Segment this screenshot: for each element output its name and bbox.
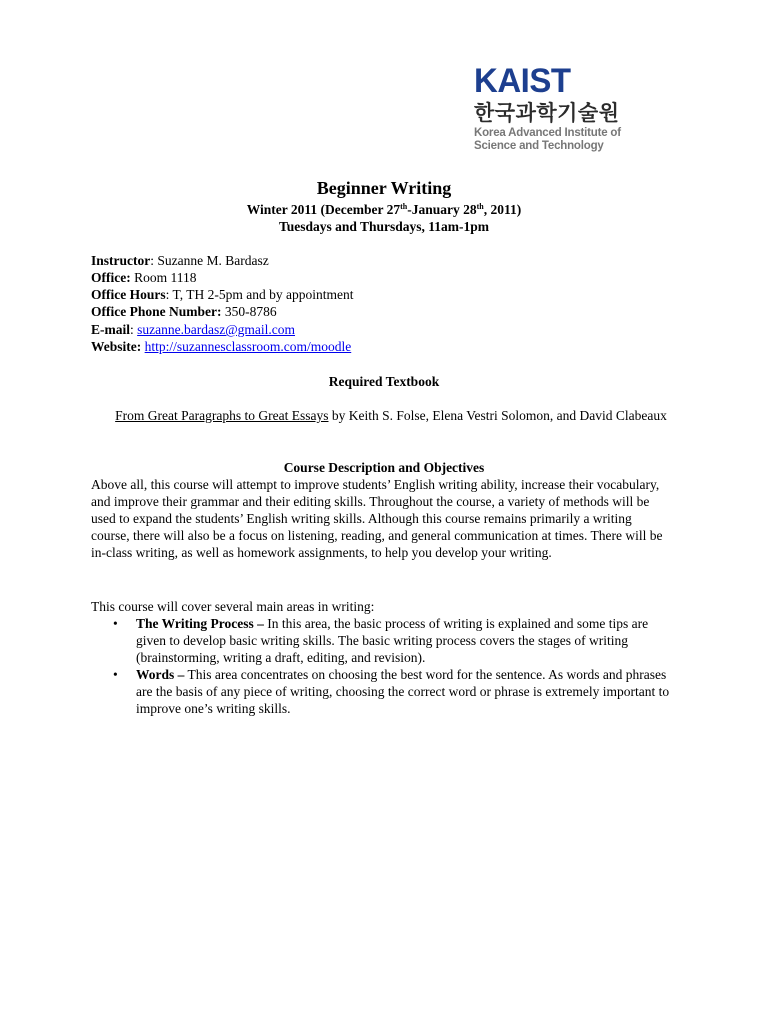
area-term: The Writing Process –	[136, 616, 264, 631]
course-description-heading: Course Description and Objectives	[283, 460, 485, 475]
office-value: Room 1118	[130, 270, 197, 285]
instructor-line	[91, 252, 269, 269]
logo-english-line-1: Korea Advanced Institute of	[474, 127, 621, 139]
logo-wordmark: KAIST	[474, 62, 571, 100]
website-line	[91, 338, 351, 355]
email-separator: :	[130, 322, 138, 337]
email-link[interactable]: suzanne.bardasz@gmail.com	[137, 322, 296, 337]
textbook-authors: by Keith S. Folse, Elena Vestri Solomon, and David Clabeaux	[328, 408, 667, 423]
office-hours-label: Office Hours	[91, 287, 166, 302]
bullet-icon: •	[113, 616, 118, 631]
kaist-logo	[474, 64, 644, 156]
list-item	[91, 666, 681, 717]
course-term	[0, 201, 768, 218]
course-description-paragraph: Above all, this course will attempt to improve students’ English writing ability, increase their vocabulary, and improve their grammar and their editing skills. Throughout the course, a variety of methods will be used to expand the students’ English writing skills. Although this course remains primarily a writing course, there will also be a focus on listening, reading, and general communication at times. There will be in-class writing, as well as homework assignments, to help you develop your writing.	[91, 477, 663, 560]
areas-intro: This course will cover several main areas in writing:	[91, 599, 375, 614]
list-item	[91, 615, 681, 666]
logo-korean-name: 한국과학기술원	[474, 101, 620, 125]
instructor-value: : Suzanne M. Bardasz	[150, 253, 269, 268]
course-schedule: Tuesdays and Thursdays, 11am-1pm	[278, 219, 490, 234]
phone-label: Office Phone Number:	[91, 304, 222, 319]
email-label: E-mail	[91, 322, 130, 337]
website-link[interactable]: http://suzannesclassroom.com/moodle	[144, 339, 352, 354]
phone-line	[91, 303, 277, 320]
phone-value: 350-8786	[221, 304, 277, 319]
term-prefix: Winter 2011 (December 27	[246, 202, 401, 217]
email-line	[91, 321, 295, 338]
term-suffix: , 2011)	[483, 202, 522, 217]
instructor-label: Instructor	[91, 253, 151, 268]
course-title: Beginner Writing	[316, 178, 452, 198]
office-label: Office:	[91, 270, 131, 285]
textbook-title: From Great Paragraphs to Great Essays	[115, 408, 329, 423]
logo-english-line-2: Science and Technology	[474, 140, 604, 152]
textbook-citation	[91, 407, 691, 424]
office-hours-value: : T, TH 2-5pm and by appointment	[165, 287, 354, 302]
bullet-icon: •	[113, 667, 118, 682]
area-text: This area concentrates on choosing the best word for the sentence. As words and phrases are the basis of any piece of writing, choosing the correct word or phrase is extremely important to improve one’s writing skills.	[136, 667, 670, 716]
website-label: Website:	[91, 339, 142, 354]
area-term: Words –	[136, 667, 185, 682]
textbook-heading: Required Textbook	[328, 374, 440, 389]
term-sup-1: th	[400, 202, 408, 211]
area-text: In this area, the basic process of writing is explained and some tips are given to develop basic writing skills. The basic writing process covers the stages of writing (brainstorming, writing a draft, editing, and revision).	[136, 616, 649, 665]
logo-english-name	[474, 127, 621, 153]
office-line	[91, 269, 197, 286]
term-sup-2: th	[476, 202, 484, 211]
term-mid: -January 28	[407, 202, 477, 217]
areas-list	[91, 615, 681, 717]
office-hours-line	[91, 286, 353, 303]
